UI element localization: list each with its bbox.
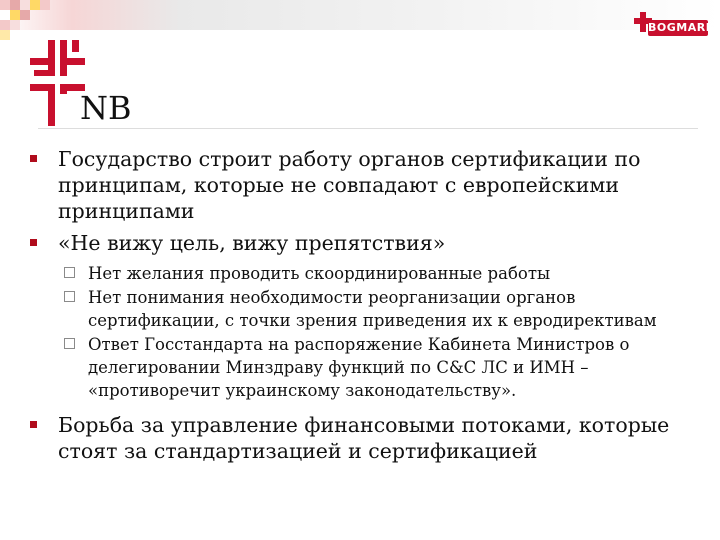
corner-checker-decoration <box>0 0 80 40</box>
title-divider <box>38 128 698 129</box>
sub-bullet-text: Нет желания проводить скоординированные работы <box>88 264 551 283</box>
sub-bullet-item <box>26 262 706 285</box>
sub-bullet-item <box>26 286 706 332</box>
bullet-item <box>26 412 706 464</box>
square-bullet-icon <box>30 155 37 162</box>
hollow-square-bullet-icon <box>64 338 75 349</box>
hollow-square-bullet-icon <box>64 291 75 302</box>
sub-bullet-item <box>26 333 706 402</box>
square-bullet-icon <box>30 421 37 428</box>
slide-content <box>26 146 706 470</box>
slide-title: NB <box>80 89 132 127</box>
bullet-text: Борьба за управление финансовыми потоками, которые стоят за стандартизацией и сертификацией <box>58 413 670 463</box>
bogmark-logo <box>632 10 715 40</box>
hollow-square-bullet-icon <box>64 267 75 278</box>
bullet-text: «Не вижу цель, вижу препятствия» <box>58 231 446 255</box>
sub-bullet-text: Ответ Госстандарта на распоряжение Кабинета Министров о делегировании Минздраву функций по С&С ЛС и ИМН – «противоречит украинскому законодательству». <box>88 335 630 400</box>
sub-bullet-text: Нет понимания необходимости реорганизации органов сертификации, с точки зрения приведения их к евродирективам <box>88 288 657 330</box>
bullet-item <box>26 146 706 224</box>
bogmark-wordmark: BOGMARK <box>648 21 715 34</box>
header-band <box>0 0 720 30</box>
square-bullet-icon <box>30 239 37 246</box>
bullet-item <box>26 230 706 256</box>
sub-bullet-list <box>26 262 706 402</box>
bullet-text: Государство строит работу органов сертификации по принципам, которые не совпадают с европейскими принципами <box>58 147 641 223</box>
